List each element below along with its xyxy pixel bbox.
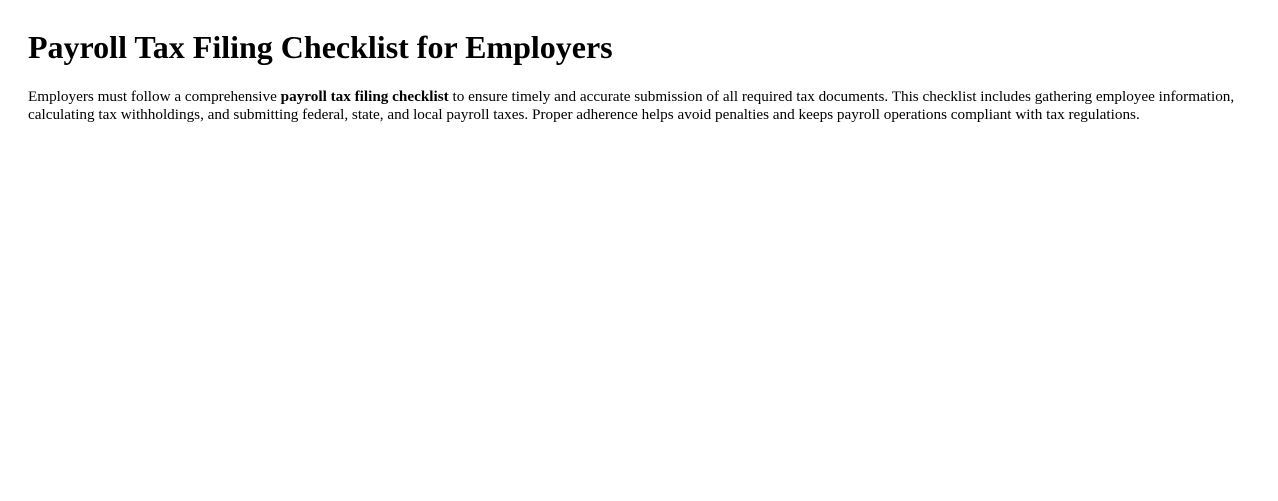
document-page	[0, 0, 1278, 124]
intro-text-before: Employers must follow a comprehensive	[28, 88, 281, 105]
intro-text-after: to ensure timely and accurate submission of all required tax documents. This checklist includes gathering employee information, calculating tax withholdings, and submitting federal, state, and local payroll taxes. Proper adherence helps avoid penalties and keeps payroll operations compliant with tax regulations.	[28, 88, 1235, 123]
page-title: Payroll Tax Filing Checklist for Employers	[28, 29, 613, 65]
intro-paragraph	[28, 88, 1250, 124]
intro-emphasis: payroll tax filing checklist	[280, 88, 449, 105]
